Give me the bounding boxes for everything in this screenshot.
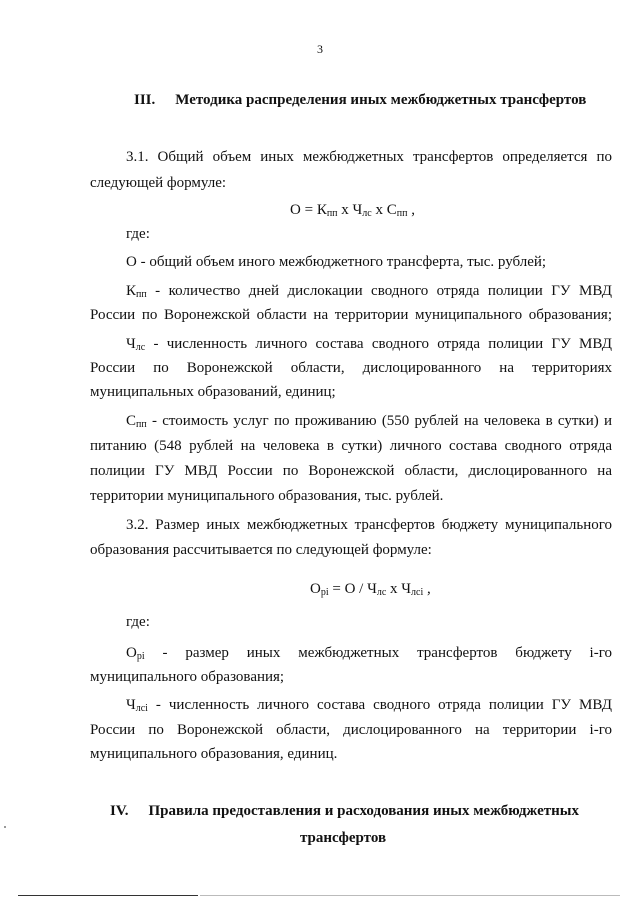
para-3-2-line-2: образования рассчитывается по следующей формуле: bbox=[90, 542, 432, 558]
formula2-o: О bbox=[310, 581, 321, 597]
symbol-oi-sub: pi bbox=[136, 651, 145, 662]
formula2-ch2-sub: лсi bbox=[411, 587, 424, 598]
page-number: 3 bbox=[317, 42, 323, 56]
symbol-oi: О bbox=[126, 645, 137, 661]
definition-s-line-4: территории муниципального образования, тыс. рублей. bbox=[90, 488, 444, 504]
formula2-ch2: Ч bbox=[401, 581, 412, 597]
definition-chi-line-1 bbox=[126, 695, 612, 719]
where-label-2: где: bbox=[126, 614, 150, 630]
formula-s: С bbox=[386, 202, 397, 218]
definition-ch-line-3: муниципальных образований, единиц; bbox=[90, 384, 336, 400]
formula-o: О bbox=[290, 202, 301, 218]
definition-k-text: - количество дней дислокации сводного отряда полиции ГУ МВД bbox=[146, 283, 612, 299]
symbol-chi-sub: лсi bbox=[135, 703, 148, 714]
formula2-tail: , bbox=[423, 581, 431, 597]
formula-k: К bbox=[316, 202, 327, 218]
formula-eq: = bbox=[300, 202, 317, 218]
symbol-k: К bbox=[126, 283, 137, 299]
section-4-heading bbox=[110, 803, 579, 820]
definition-s-text: - стоимость услуг по проживанию (550 рублей на человека в сутки) и bbox=[146, 413, 612, 429]
formula-s-sub: пп bbox=[396, 208, 408, 219]
footer-rule-faint bbox=[200, 895, 620, 896]
definition-s-line-3: полиции ГУ МВД России по Воронежской области, дислоцированного на bbox=[90, 463, 612, 479]
definition-chi-line-3: муниципального образования, единиц. bbox=[90, 746, 338, 762]
formula2-ch: Ч bbox=[367, 581, 377, 597]
formula2-times: x bbox=[386, 581, 402, 597]
symbol-ch-sub: лс bbox=[135, 342, 146, 353]
definition-s-line-2: питанию (548 рублей на человека в сутки) личного состава сводного отряда bbox=[90, 438, 612, 454]
where-label-1: где: bbox=[126, 226, 150, 242]
definition-oi-line-2: муниципального образования; bbox=[90, 669, 285, 685]
symbol-s-sub: пп bbox=[136, 419, 147, 430]
definition-k-line-2: России по Воронежской области на территории муниципального образования; bbox=[90, 307, 612, 323]
symbol-k-sub: пп bbox=[136, 289, 147, 300]
formula-ch-sub: лс bbox=[362, 208, 372, 219]
footer-rule bbox=[18, 895, 198, 896]
definition-oi-text: - размер иных межбюджетных трансфертов бюджету i-го bbox=[144, 645, 612, 661]
definition-k-line-1 bbox=[126, 281, 612, 305]
section-4-title-line-1: Правила предоставления и расходования иных межбюджетных bbox=[148, 803, 579, 819]
section-3-title: Методика распределения иных межбюджетных трансфертов bbox=[175, 92, 587, 108]
formula-times-2: x bbox=[371, 202, 387, 218]
para-3-2-line-1: 3.2. Размер иных межбюджетных трансфертов бюджету муниципального bbox=[126, 517, 612, 533]
formula2-o-sub: pi bbox=[320, 587, 329, 598]
section-4-title-line-2: трансфертов bbox=[300, 830, 387, 846]
formula-transfer-size bbox=[310, 581, 431, 598]
section-4-number: IV. bbox=[110, 803, 129, 819]
formula-times-1: x bbox=[337, 202, 353, 218]
section-3-number: III. bbox=[134, 92, 156, 108]
definition-chi-line-2: России по Воронежской области, дислоцированного на территории i-го bbox=[90, 722, 612, 738]
formula-k-sub: пп bbox=[326, 208, 338, 219]
formula-total-volume bbox=[290, 202, 415, 219]
para-3-1-line-2: следующей формуле: bbox=[90, 175, 227, 191]
section-3-heading bbox=[134, 92, 586, 109]
formula-ch: Ч bbox=[352, 202, 363, 218]
symbol-ch: Ч bbox=[126, 336, 136, 352]
scan-mark bbox=[4, 826, 6, 828]
symbol-chi: Ч bbox=[126, 697, 136, 713]
definition-oi-line-1 bbox=[126, 643, 612, 667]
definition-ch-text: - численность личного состава сводного отряда полиции ГУ МВД bbox=[145, 336, 612, 352]
symbol-s: С bbox=[126, 413, 137, 429]
definition-o: О - общий объем иного межбюджетного трансферта, тыс. рублей; bbox=[126, 254, 547, 270]
para-3-1-line-1: 3.1. Общий объем иных межбюджетных трансфертов определяется по bbox=[126, 149, 612, 165]
definition-ch-line-1 bbox=[126, 334, 612, 358]
definition-s-line-1 bbox=[126, 411, 612, 435]
formula-tail: , bbox=[407, 202, 415, 218]
definition-ch-line-2: России по Воронежской области, дислоцированного на территориях bbox=[90, 360, 612, 376]
definition-chi-text: - численность личного состава сводного отряда полиции ГУ МВД bbox=[147, 697, 612, 713]
formula2-ch-sub: лс bbox=[376, 587, 387, 598]
formula2-eq: = О / bbox=[328, 581, 368, 597]
